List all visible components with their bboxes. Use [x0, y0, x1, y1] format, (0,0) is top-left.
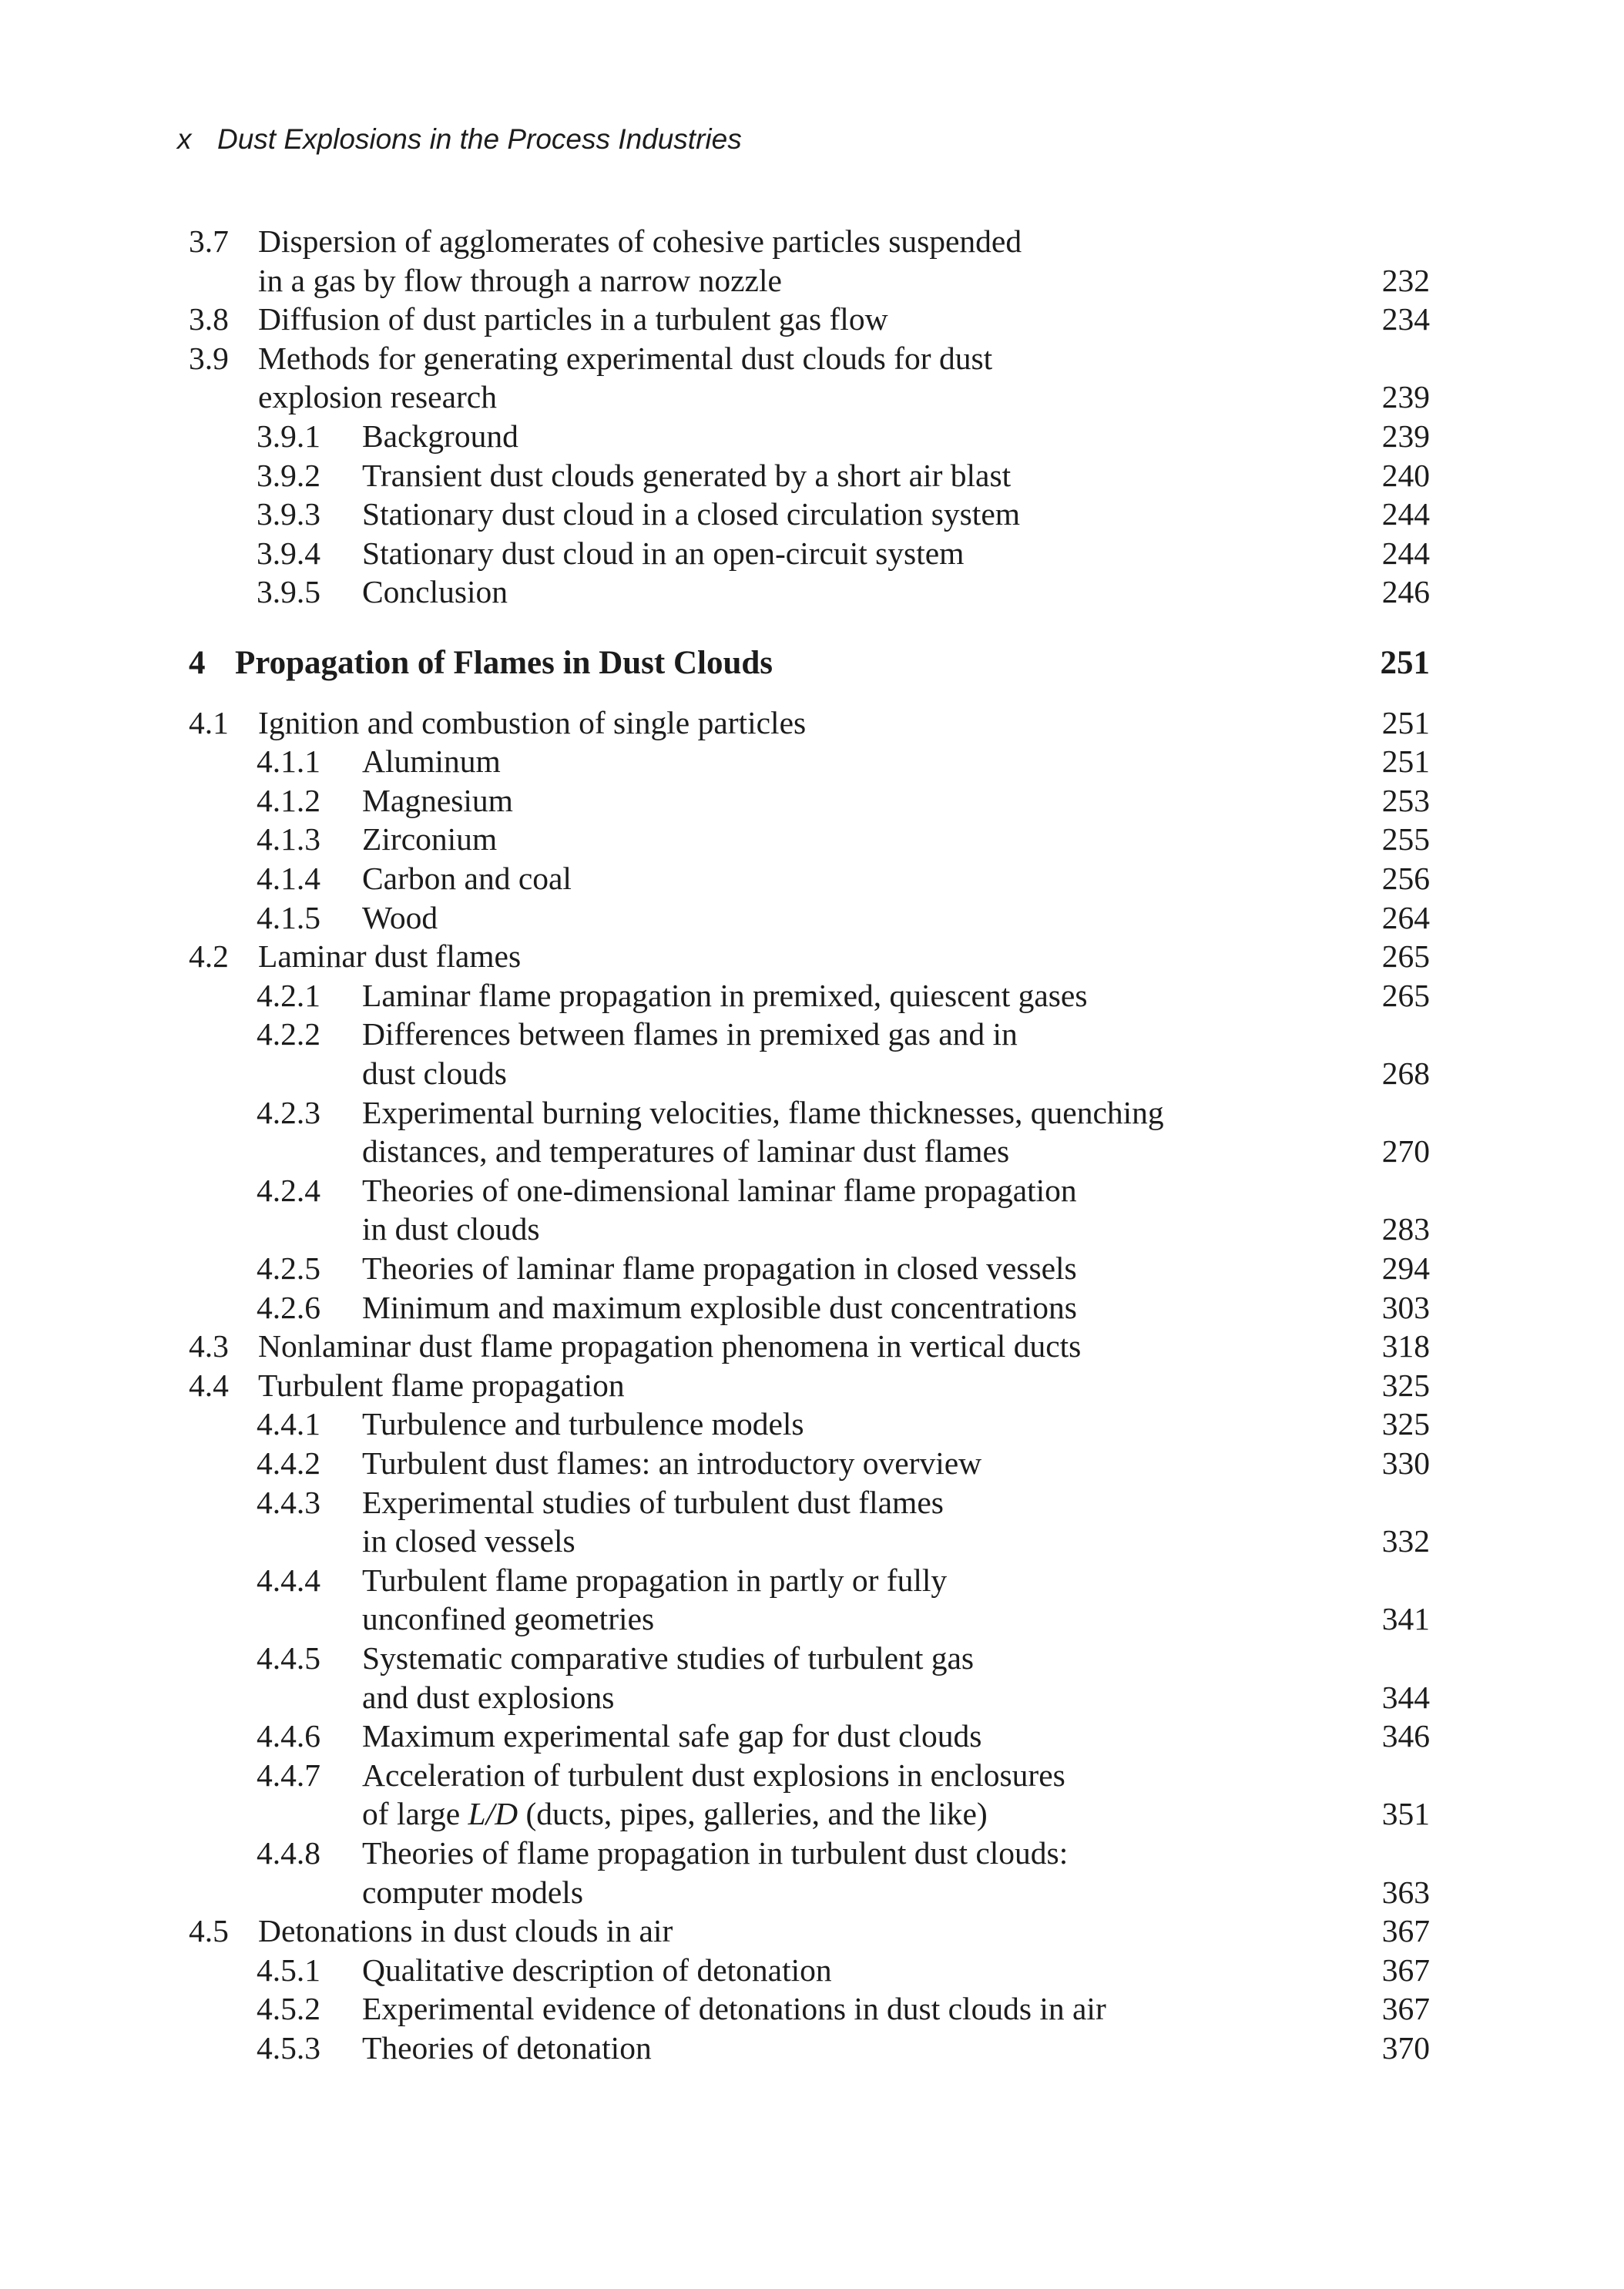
toc-entry-page-number[interactable]: 244 [1381, 496, 1430, 532]
toc-entry-title[interactable]: Systematic comparative studies of turbulent gas [362, 1640, 975, 1676]
toc-entry-line [0, 820, 1430, 858]
toc-entry-title[interactable]: Experimental burning velocities, flame thicknesses, quenching [362, 1094, 1164, 1130]
toc-entry-line [0, 1989, 1430, 2028]
toc-entry-page-number[interactable]: 251 [1381, 704, 1430, 740]
toc-entry-title[interactable]: distances, and temperatures of laminar dust flames [362, 1133, 1010, 1170]
toc-entry-line [0, 1093, 1430, 1132]
toc-entry-title[interactable]: Background [362, 418, 518, 454]
toc-entry-number: 3.7 [189, 223, 229, 259]
toc-entry-line [0, 1873, 1430, 1911]
toc-entry-line [0, 1327, 1430, 1365]
toc-entry-page-number[interactable]: 332 [1381, 1523, 1430, 1559]
toc-entry-title[interactable]: Laminar flame propagation in premixed, quiescent gases [362, 977, 1088, 1013]
toc-entry-line [0, 1132, 1430, 1170]
toc-entry-number: 4.5 [189, 1913, 229, 1949]
header-book-title: Dust Explosions in the Process Industries [217, 123, 742, 155]
toc-entry-title[interactable]: Transient dust clouds generated by a short air blast [362, 457, 1012, 493]
toc-entry-number: 4.4.6 [257, 1718, 320, 1754]
toc-entry-number: 3.9.5 [257, 574, 320, 610]
toc-entry-line [0, 1561, 1430, 1599]
toc-entry-line [0, 300, 1430, 338]
toc-entry-page-number[interactable]: 363 [1381, 1874, 1430, 1910]
toc-entry-line [0, 417, 1430, 455]
toc-entry-title[interactable]: Magnesium [362, 782, 513, 818]
toc-entry-page-number[interactable]: 232 [1381, 262, 1430, 298]
toc-entry-page-number[interactable]: 239 [1381, 418, 1430, 454]
toc-entry-title[interactable]: Nonlaminar dust flame propagation phenomena in vertical ducts [258, 1328, 1082, 1364]
toc-entry-line [0, 1171, 1430, 1210]
toc-entry-line [0, 1210, 1430, 1248]
toc-entry-page-number[interactable]: 253 [1381, 782, 1430, 818]
toc-entry-page-number[interactable]: 256 [1381, 861, 1430, 896]
toc-entry-number: 4.4.5 [257, 1640, 320, 1676]
toc-entry-page-number[interactable]: 370 [1381, 2030, 1430, 2066]
toc-entry-page-number[interactable]: 303 [1381, 1289, 1430, 1325]
toc-entry-line [0, 1015, 1430, 1053]
toc-entry-title[interactable]: Experimental studies of turbulent dust flames [362, 1484, 944, 1520]
toc-entry-line [0, 1599, 1430, 1638]
toc-entry-line [0, 703, 1430, 742]
toc-entry-title[interactable]: of large L/D (ducts, pipes, galleries, and the like) [362, 1796, 988, 1832]
toc-entry-number: 4.5.1 [257, 1952, 320, 1988]
toc-entry-page-number[interactable]: 246 [1381, 574, 1430, 610]
toc-entry-number: 4.4.8 [257, 1835, 320, 1871]
toc-entry-line [0, 1405, 1430, 1443]
toc-entry-title[interactable]: Zirconium [362, 821, 498, 858]
toc-entry-title[interactable]: Conclusion [362, 574, 508, 610]
toc-entry-number: 4.3 [189, 1328, 229, 1364]
toc-entry-number: 4.4.7 [257, 1757, 320, 1793]
toc-entry-line [0, 378, 1430, 416]
toc-entry-number: 4.1 [189, 704, 229, 740]
toc-entry-line [0, 1834, 1430, 1872]
toc-entry-page-number[interactable]: 234 [1381, 301, 1430, 337]
toc-entry-number: 4.1.5 [257, 899, 320, 935]
toc-entry-line [0, 339, 1430, 378]
toc-entry-title[interactable]: Experimental evidence of detonations in dust clouds in air [362, 1991, 1106, 2027]
toc-entry-title[interactable]: Stationary dust cloud in an open-circuit system [362, 535, 965, 571]
toc-entry-number: 4.2.6 [257, 1289, 320, 1325]
toc-entry-line [0, 1639, 1430, 1677]
toc-entry-page-number[interactable]: 265 [1381, 938, 1430, 975]
toc-entry-title[interactable]: Turbulent dust flames: an introductory overview [362, 1445, 982, 1481]
toc-entry-title[interactable]: Wood [362, 899, 438, 935]
toc-entry-title[interactable]: Ignition and combustion of single particles [258, 704, 807, 740]
toc-entry-number: 4.5.3 [257, 2030, 320, 2066]
toc-entry-line [0, 859, 1430, 898]
toc-entry-page-number[interactable]: 346 [1381, 1718, 1430, 1754]
toc-entry-page-number[interactable]: 251 [1381, 743, 1430, 780]
toc-entry-line [0, 2029, 1430, 2067]
toc-entry-line [0, 1911, 1430, 1950]
toc-entry-line [0, 572, 1430, 611]
toc-entry-line [0, 1444, 1430, 1482]
toc-entry-title[interactable]: unconfined geometries [362, 1601, 655, 1637]
toc-entry-page-number[interactable]: 330 [1381, 1445, 1430, 1481]
toc-entry-page-number[interactable]: 264 [1381, 899, 1430, 935]
toc-entry-title[interactable]: Theories of laminar flame propagation in closed vessels [362, 1250, 1077, 1286]
toc-entry-line [0, 495, 1430, 533]
toc-entry-title[interactable]: explosion research [258, 379, 497, 415]
toc-entry-line [0, 1756, 1430, 1794]
toc-entry-title[interactable]: Stationary dust cloud in a closed circulation system [362, 496, 1021, 532]
toc-entry-title[interactable]: Methods for generating experimental dust clouds for dust [258, 340, 993, 376]
toc-entry-number: 4.2.2 [257, 1016, 320, 1052]
toc-entry-number: 4.1.1 [257, 743, 320, 780]
toc-entry-line [0, 1366, 1430, 1405]
toc-entry-page-number[interactable]: 318 [1381, 1328, 1430, 1364]
toc-entry-page-number[interactable]: 344 [1381, 1679, 1430, 1715]
toc-entry-number: 3.9 [189, 340, 229, 376]
toc-entry-number: 4.4.3 [257, 1484, 320, 1520]
toc-entry-title[interactable]: Maximum experimental safe gap for dust clouds [362, 1718, 982, 1754]
toc-entry-title[interactable]: in closed vessels [362, 1523, 575, 1559]
toc-entry-line [0, 1678, 1430, 1717]
toc-entry-title[interactable]: in dust clouds [362, 1211, 540, 1247]
toc-entry-title[interactable]: Turbulent flame propagation in partly or fully [362, 1562, 948, 1598]
toc-entry-title[interactable]: Qualitative description of detonation [362, 1952, 832, 1988]
toc-entry-line [0, 898, 1430, 937]
toc-entry-page-number[interactable]: 268 [1381, 1056, 1430, 1091]
toc-entry-line [0, 1794, 1430, 1833]
toc-entry-number: 4.1.2 [257, 782, 320, 818]
toc-entry-number: 4.4.4 [257, 1562, 320, 1598]
toc-entry-line [0, 937, 1430, 975]
toc-entry-page-number[interactable]: 240 [1381, 457, 1430, 493]
toc-entry-title[interactable]: Differences between flames in premixed gas and in [362, 1016, 1018, 1052]
toc-entry-page-number[interactable]: 255 [1381, 821, 1430, 858]
toc-entry-title[interactable]: computer models [362, 1874, 583, 1910]
toc-entry-number: 4.4.2 [257, 1445, 320, 1481]
toc-entry-line [0, 742, 1430, 780]
toc-entry-line [0, 1483, 1430, 1522]
toc-entry-title[interactable]: Detonations in dust clouds in air [258, 1913, 673, 1949]
toc-chapter-line [0, 644, 1430, 683]
toc-entry-number: 4.2.1 [257, 977, 320, 1013]
toc-entry-title[interactable]: Turbulent flame propagation [258, 1367, 625, 1403]
toc-entry-title[interactable]: Acceleration of turbulent dust explosions in enclosures [362, 1757, 1065, 1793]
toc-entry-page-number[interactable]: 294 [1381, 1250, 1430, 1286]
toc-entry-number: 4 [189, 645, 206, 681]
toc-entry-title[interactable]: Theories of flame propagation in turbulent dust clouds: [362, 1835, 1069, 1871]
toc-entry-number: 4.4 [189, 1367, 229, 1403]
toc-entry-line [0, 1288, 1430, 1327]
toc-entry-number: 3.9.3 [257, 496, 320, 532]
toc-entry-number: 3.9.2 [257, 457, 320, 493]
toc-entry-title[interactable]: Dispersion of agglomerates of cohesive particles suspended [258, 223, 1022, 259]
toc-entry-title[interactable]: Propagation of Flames in Dust Clouds [235, 645, 773, 681]
toc-entry-title[interactable]: dust clouds [362, 1056, 507, 1091]
toc-entry-line [0, 1717, 1430, 1755]
toc-entry-line [0, 976, 1430, 1015]
toc-entry-page-number[interactable]: 251 [1380, 645, 1430, 681]
toc-entry-line [0, 261, 1430, 300]
toc-entry-number: 4.2.4 [257, 1172, 320, 1208]
toc-entry-title[interactable]: Carbon and coal [362, 861, 572, 896]
toc-entry-number: 4.2.3 [257, 1094, 320, 1130]
toc-entry-title[interactable]: Theories of one-dimensional laminar flame propagation [362, 1172, 1077, 1208]
toc-entry-number: 4.1.3 [257, 821, 320, 858]
toc-entry-number: 4.5.2 [257, 1991, 320, 2027]
toc-entry-page-number[interactable]: 239 [1381, 379, 1430, 415]
toc-entry-line [0, 1054, 1430, 1092]
toc-entry-line [0, 1249, 1430, 1287]
toc-entry-line [0, 456, 1430, 495]
toc-entry-page-number[interactable]: 265 [1381, 977, 1430, 1013]
toc-entry-number: 4.2.5 [257, 1250, 320, 1286]
toc-entry-page-number[interactable]: 341 [1381, 1601, 1430, 1637]
toc-entry-line [0, 1951, 1430, 1989]
toc-entry-number: 3.8 [189, 301, 229, 337]
toc-entry-page-number[interactable]: 325 [1381, 1406, 1430, 1442]
toc-entry-title[interactable]: Theories of detonation [362, 2030, 652, 2066]
toc-entry-number: 4.2 [189, 938, 229, 975]
toc-entry-page-number[interactable]: 244 [1381, 535, 1430, 571]
toc-entry-title[interactable]: Minimum and maximum explosible dust concentrations [362, 1289, 1077, 1325]
header-page-number: x [177, 123, 192, 155]
toc-entry-line [0, 222, 1430, 260]
toc-entry-title[interactable]: Laminar dust flames [258, 938, 522, 975]
toc-entry-number: 4.1.4 [257, 861, 320, 896]
toc-entry-number: 3.9.1 [257, 418, 320, 454]
toc-entry-title[interactable]: in a gas by flow through a narrow nozzle [258, 262, 782, 298]
toc-entry-line [0, 1522, 1430, 1560]
toc-entry-number: 3.9.4 [257, 535, 320, 571]
toc-entry-number: 4.4.1 [257, 1406, 320, 1442]
toc-entry-page-number[interactable]: 325 [1381, 1367, 1430, 1403]
toc-entry-title[interactable]: Turbulence and turbulence models [362, 1406, 804, 1442]
toc-entry-title[interactable]: Aluminum [362, 743, 501, 780]
toc-entry-title[interactable]: Diffusion of dust particles in a turbulent gas flow [258, 301, 888, 337]
toc-entry-title[interactable]: and dust explosions [362, 1679, 615, 1715]
toc-entry-line [0, 781, 1430, 820]
toc-entry-line [0, 534, 1430, 572]
toc-entry-page-number[interactable]: 351 [1381, 1796, 1430, 1832]
toc-entry-page-number[interactable]: 367 [1381, 1991, 1430, 2027]
toc-entry-page-number[interactable]: 367 [1381, 1952, 1430, 1988]
toc-entry-page-number[interactable]: 367 [1381, 1913, 1430, 1949]
toc-entry-page-number[interactable]: 283 [1381, 1211, 1430, 1247]
toc-entry-page-number[interactable]: 270 [1381, 1133, 1430, 1170]
